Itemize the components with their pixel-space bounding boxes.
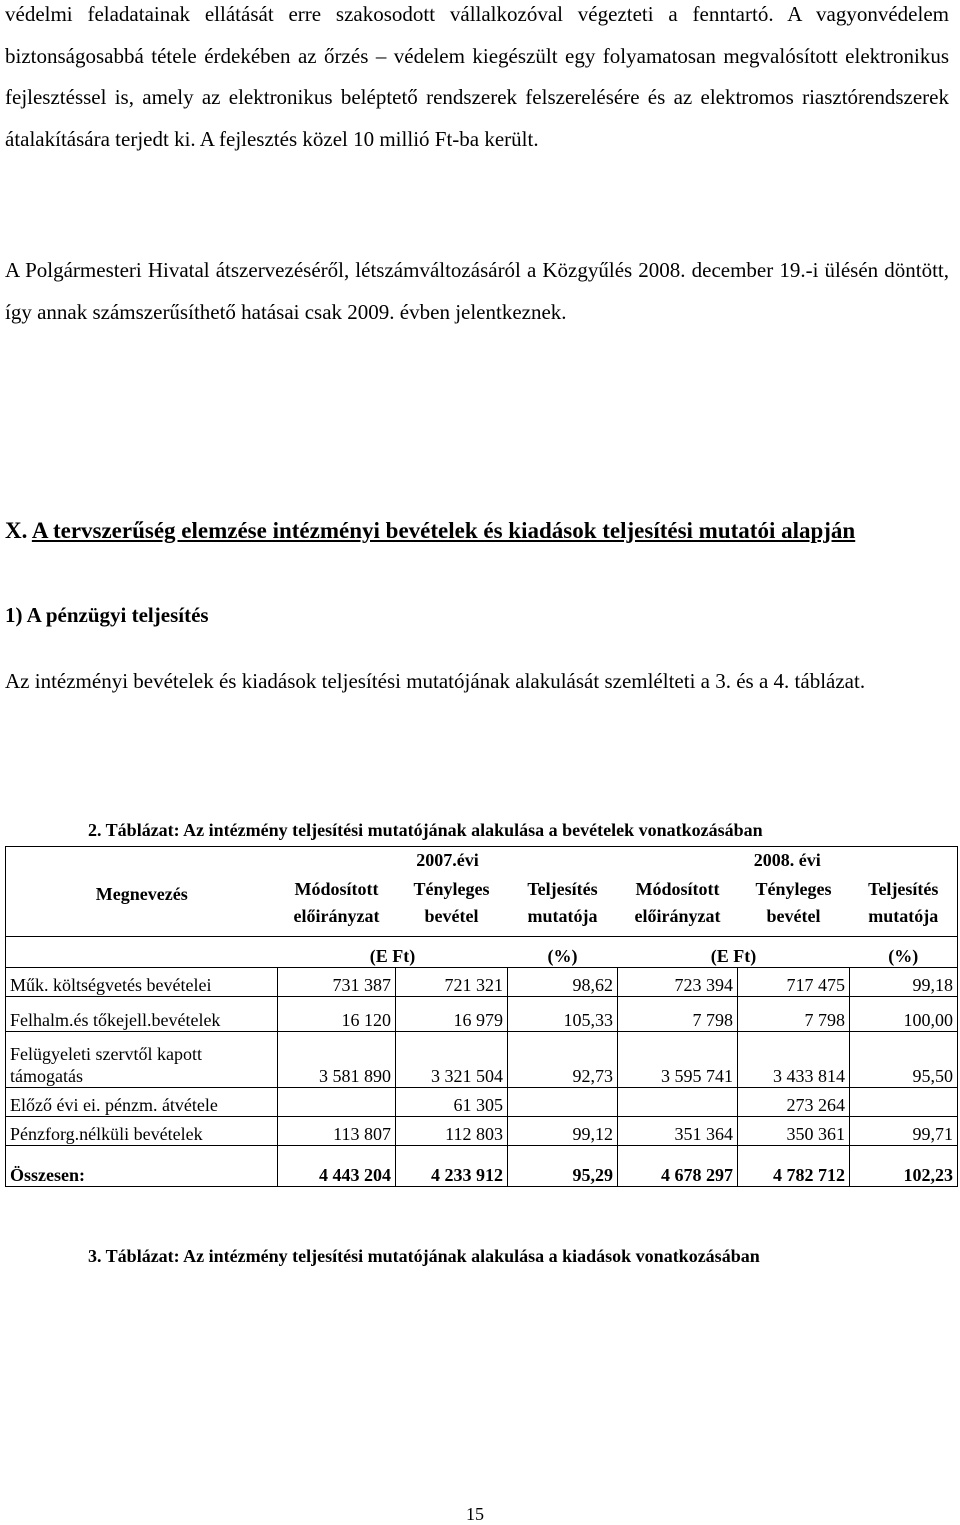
name-header: Megnevezés bbox=[6, 871, 278, 937]
cell: 99,71 bbox=[850, 1117, 958, 1146]
cell: 95,50 bbox=[850, 1032, 958, 1088]
row-name: Pénzforg.nélküli bevételek bbox=[6, 1117, 278, 1146]
section-heading bbox=[5, 514, 950, 547]
table-row bbox=[6, 1032, 958, 1088]
total-cell: 4 233 912 bbox=[396, 1146, 508, 1187]
total-cell: 102,23 bbox=[850, 1146, 958, 1187]
cell: 3 581 890 bbox=[278, 1032, 396, 1088]
total-cell: 95,29 bbox=[508, 1146, 618, 1187]
section-number: X. bbox=[5, 518, 28, 543]
cell: 98,62 bbox=[508, 968, 618, 997]
cell: 100,00 bbox=[850, 997, 958, 1032]
cell bbox=[508, 1088, 618, 1117]
cell bbox=[618, 1088, 738, 1117]
total-cell: 4 782 712 bbox=[738, 1146, 850, 1187]
cell: 92,73 bbox=[508, 1032, 618, 1088]
col-header: Módosított előirányzat bbox=[634, 879, 721, 927]
cell: 105,33 bbox=[508, 997, 618, 1032]
year-2007-header: 2007.évi bbox=[278, 847, 618, 871]
col-header: Módosított előirányzat bbox=[293, 879, 380, 927]
unit-label: (%) bbox=[850, 937, 958, 968]
total-cell: 4 443 204 bbox=[278, 1146, 396, 1187]
col-header: Teljesítés mutatója bbox=[850, 871, 958, 937]
table-row bbox=[6, 1117, 958, 1146]
cell: 16 120 bbox=[278, 997, 396, 1032]
cell: 99,12 bbox=[508, 1117, 618, 1146]
cell: 61 305 bbox=[396, 1088, 508, 1117]
cell: 717 475 bbox=[738, 968, 850, 997]
row-name: Felhalm.és tőkejell.bevételek bbox=[6, 997, 278, 1032]
total-cell: 4 678 297 bbox=[618, 1146, 738, 1187]
table-total-row bbox=[6, 1146, 958, 1187]
cell: 16 979 bbox=[396, 997, 508, 1032]
page-number: 15 bbox=[466, 1504, 484, 1524]
cell: 350 361 bbox=[738, 1117, 850, 1146]
cell: 3 433 814 bbox=[738, 1032, 850, 1088]
table-row bbox=[6, 1088, 958, 1117]
cell: 351 364 bbox=[618, 1117, 738, 1146]
row-name: Felügyeleti szervtől kapott támogatás bbox=[6, 1032, 278, 1088]
cell: 7 798 bbox=[738, 997, 850, 1032]
intro-paragraph-2: A Polgármesteri Hivatal átszervezéséről, létszámváltozásáról a Közgyűlés 2008. december 19.-i ülésén döntött, így annak számszerűsíthető hatásai csak 2009. évben jelentkeznek. bbox=[5, 258, 949, 324]
intro-paragraph-1: védelmi feladatainak ellátását erre szakosodott vállalkozóval végezteti a fenntartó. A vagyonvédelem biztonságosabbá tétele érdekében az őrzés – védelem kiegészült egy folyamatosan megvalósított elektronikus fejlesztéssel is, amely az elektronikus beléptető rendszerek felszerelésére és az elektromos riasztórendszerek átalakítására terjedt ki. A fejlesztés közel 10 millió Ft-ba került. bbox=[5, 2, 949, 151]
cell: 112 803 bbox=[396, 1117, 508, 1146]
cell: 721 321 bbox=[396, 968, 508, 997]
table-year-row bbox=[6, 847, 958, 871]
cell: 731 387 bbox=[278, 968, 396, 997]
subsection-title: 1) A pénzügyi teljesítés bbox=[5, 603, 209, 627]
unit-label: (E Ft) bbox=[278, 937, 508, 968]
unit-label: (%) bbox=[508, 937, 618, 968]
table-2-caption: 2. Táblázat: Az intézmény teljesítési mutatójának alakulása a bevételek vonatkozásában bbox=[88, 820, 763, 840]
revenue-table bbox=[5, 846, 958, 1187]
row-name: Előző évi ei. pénzm. átvétele bbox=[6, 1088, 278, 1117]
cell bbox=[850, 1088, 958, 1117]
section-title: A tervszerűség elemzése intézményi bevételek és kiadások teljesítési mutatói alapján bbox=[31, 518, 856, 543]
col-header: Tényleges bevétel bbox=[413, 879, 490, 927]
cell: 99,18 bbox=[850, 968, 958, 997]
cell: 113 807 bbox=[278, 1117, 396, 1146]
cell: 3 321 504 bbox=[396, 1032, 508, 1088]
table-row bbox=[6, 997, 958, 1032]
col-header: Tényleges bevétel bbox=[755, 879, 832, 927]
table-units-row bbox=[6, 937, 958, 968]
table-row bbox=[6, 968, 958, 997]
cell: 273 264 bbox=[738, 1088, 850, 1117]
year-2008-header: 2008. évi bbox=[618, 847, 958, 871]
cell bbox=[278, 1088, 396, 1117]
row-name: Műk. költségvetés bevételei bbox=[6, 968, 278, 997]
cell: 7 798 bbox=[618, 997, 738, 1032]
section-text: Az intézményi bevételek és kiadások teljesítési mutatójának alakulását szemlélteti a 3. és a 4. táblázat. bbox=[5, 669, 866, 693]
total-label: Összesen: bbox=[6, 1146, 278, 1187]
table-3-caption: 3. Táblázat: Az intézmény teljesítési mutatójának alakulása a kiadások vonatkozásában bbox=[88, 1246, 760, 1266]
col-header: Teljesítés mutatója bbox=[527, 879, 598, 927]
cell: 723 394 bbox=[618, 968, 738, 997]
unit-label: (E Ft) bbox=[618, 937, 850, 968]
table-header-row bbox=[6, 871, 958, 937]
cell: 3 595 741 bbox=[618, 1032, 738, 1088]
